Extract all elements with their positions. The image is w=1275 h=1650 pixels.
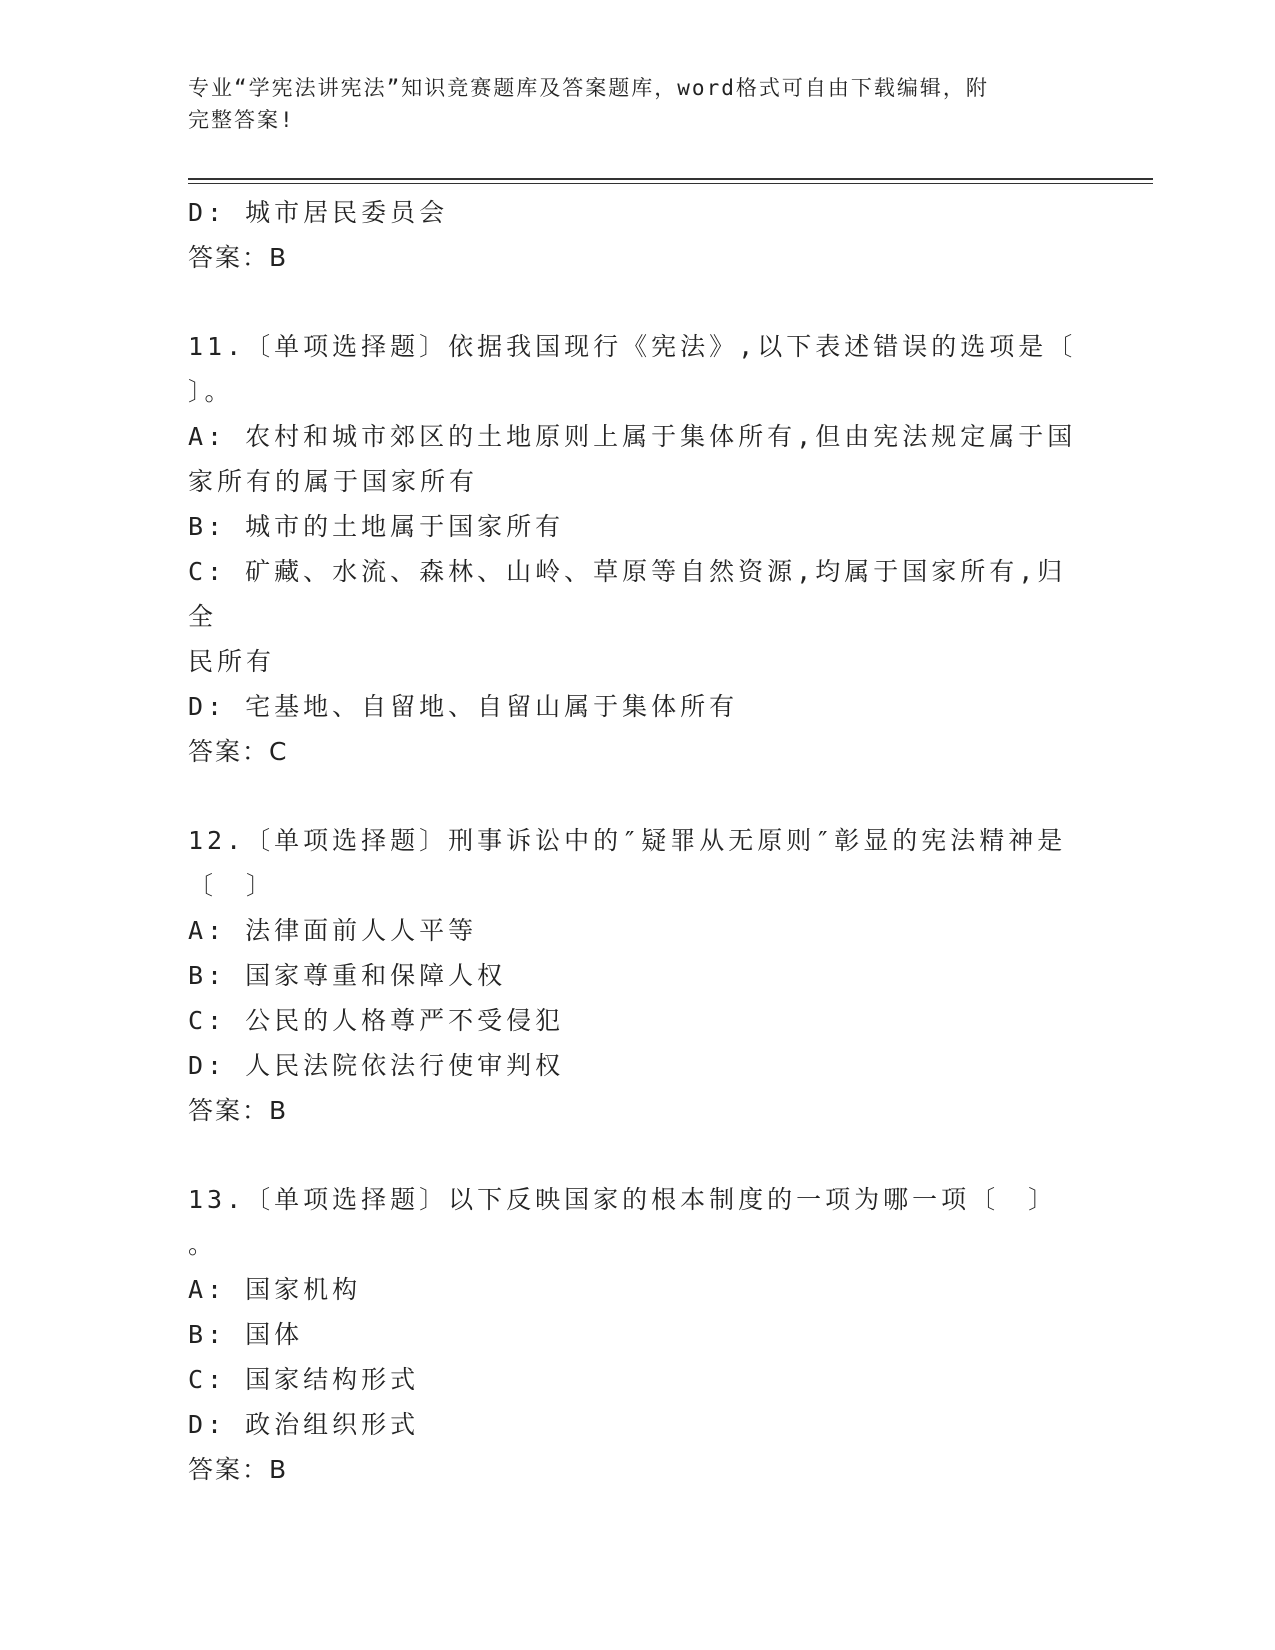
option-a: A: 农村和城市郊区的土地原则上属于集体所有,但由宪法规定属于国 <box>188 422 1077 451</box>
spacer <box>188 280 1088 324</box>
spacer <box>188 1133 1088 1177</box>
question-stem-continued: 〔 〕 <box>188 871 276 900</box>
option-c: C: 国家结构形式 <box>188 1365 420 1394</box>
option-a: A: 国家机构 <box>188 1275 362 1304</box>
option-a-continued: 家所有的属于国家所有 <box>188 467 479 496</box>
option-c: C: 矿藏、水流、森林、山岭、草原等自然资源,均属于国家所有,归全 <box>188 557 1067 631</box>
option-c: C: 公民的人格尊严不受侵犯 <box>188 1006 565 1035</box>
question-stem: 12.〔单项选择题〕刑事诉讼中的″疑罪从无原则″彰显的宪法精神是 <box>188 826 1067 855</box>
answer-line: 答案：B <box>188 243 289 272</box>
option-d: D: 政治组织形式 <box>188 1410 420 1439</box>
question-content <box>188 190 1088 1492</box>
option-d: D: 人民法院依法行使审判权 <box>188 1051 565 1080</box>
previous-question-tail <box>188 190 1088 280</box>
header-line-2: 完整答案! <box>188 108 295 132</box>
option-d: D: 城市居民委员会 <box>188 198 449 227</box>
option-b: B: 城市的土地属于国家所有 <box>188 512 565 541</box>
question-stem-continued: 。 <box>188 1230 218 1259</box>
answer-line: 答案：B <box>188 1096 289 1125</box>
answer-line: 答案：C <box>188 737 289 766</box>
option-d: D: 宅基地、自留地、自留山属于集体所有 <box>188 692 739 721</box>
header-line-1: 专业“学宪法讲宪法”知识竞赛题库及答案题库，word格式可自由下载编辑，附 <box>188 76 989 100</box>
question-stem-continued: 〕。 <box>188 377 234 406</box>
page-header <box>188 72 1068 136</box>
option-c-continued: 民所有 <box>188 647 276 676</box>
question-stem: 11.〔单项选择题〕依据我国现行《宪法》,以下表述错误的选项是〔 <box>188 332 1077 361</box>
header-divider-thick <box>188 178 1153 180</box>
option-b: B: 国体 <box>188 1320 304 1349</box>
answer-line: 答案：B <box>188 1455 289 1484</box>
question-11 <box>188 324 1088 774</box>
option-b: B: 国家尊重和保障人权 <box>188 961 507 990</box>
question-13 <box>188 1177 1088 1492</box>
header-divider-thin <box>188 183 1153 184</box>
question-12 <box>188 818 1088 1133</box>
question-stem: 13.〔单项选择题〕以下反映国家的根本制度的一项为哪一项〔 〕 <box>188 1185 1058 1214</box>
option-a: A: 法律面前人人平等 <box>188 916 478 945</box>
spacer <box>188 774 1088 818</box>
